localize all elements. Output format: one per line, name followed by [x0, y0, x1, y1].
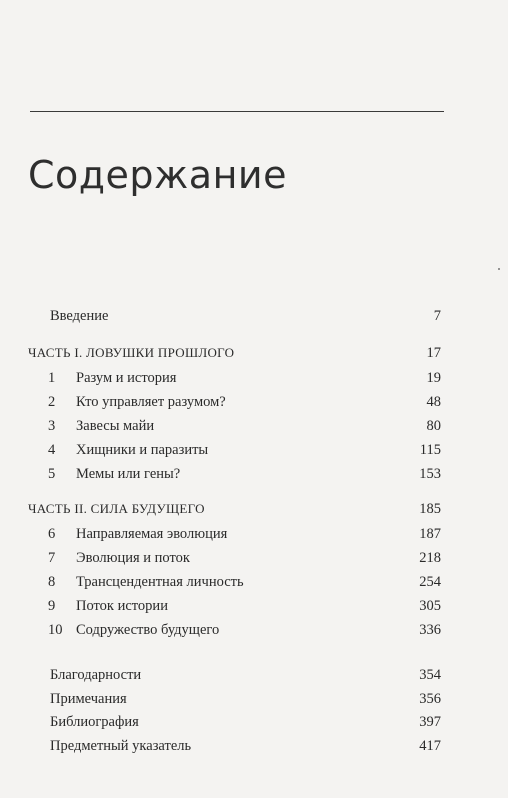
page-number: 187	[419, 526, 441, 542]
toc-entry-chapter	[0, 572, 508, 592]
page-number: 218	[419, 550, 441, 566]
entry-title: Эволюция и поток	[76, 550, 190, 566]
entry-title: Введение	[50, 308, 109, 324]
entry-title: Содружество будущего	[76, 622, 220, 638]
entry-title: Библиография	[50, 714, 139, 730]
toc-entry-chapter	[0, 464, 508, 484]
page-number: 17	[426, 345, 441, 361]
page-number: 185	[419, 501, 441, 517]
chapter-number: 7	[48, 550, 56, 566]
entry-title: ЧАСТЬ I. ЛОВУШКИ ПРОШЛОГО	[28, 345, 235, 360]
toc-entry-front	[0, 306, 508, 326]
top-rule	[30, 111, 444, 112]
toc-entry-part	[0, 499, 508, 519]
chapter-number: 9	[48, 598, 56, 614]
page-number: 7	[433, 308, 441, 324]
chapter-number: 8	[48, 574, 56, 590]
toc-entry-chapter	[0, 524, 508, 544]
entry-title: Примечания	[50, 691, 127, 707]
entry-title: ЧАСТЬ II. СИЛА БУДУЩЕГО	[28, 501, 205, 516]
toc-entry-chapter	[0, 596, 508, 616]
toc-entry-front	[0, 665, 508, 685]
page-number: 397	[419, 714, 441, 730]
chapter-number: 5	[48, 466, 56, 482]
toc-entry-chapter	[0, 368, 508, 388]
page-number: 356	[419, 691, 441, 707]
page-number: 336	[419, 622, 441, 638]
entry-title: Кто управляет разумом?	[76, 394, 226, 410]
entry-title: Предметный указатель	[50, 738, 192, 754]
page-number: 115	[419, 442, 441, 458]
toc-entry-front	[0, 736, 508, 756]
toc-entry-chapter	[0, 392, 508, 412]
page-number: 153	[419, 466, 441, 482]
toc-entry-part	[0, 343, 508, 363]
chapter-number: 2	[48, 394, 56, 410]
toc-entry-chapter	[0, 548, 508, 568]
chapter-number: 1	[48, 370, 56, 386]
speck-mark	[498, 268, 500, 270]
toc-entry-chapter	[0, 440, 508, 460]
entry-title: Благодарности	[50, 667, 142, 683]
page-title: Содержание	[28, 153, 287, 198]
chapter-number: 4	[48, 442, 56, 458]
entry-title: Завесы майи	[76, 418, 155, 434]
entry-title: Трансцендентная личность	[76, 574, 244, 590]
page-number: 354	[419, 667, 441, 683]
page-number: 48	[426, 394, 441, 410]
toc-entry-front	[0, 712, 508, 732]
page-number: 254	[419, 574, 441, 590]
toc-entry-chapter	[0, 416, 508, 436]
page-number: 305	[419, 598, 441, 614]
entry-title: Направляемая эволюция	[76, 526, 228, 542]
page-number: 417	[419, 738, 441, 754]
entry-title: Разум и история	[76, 370, 177, 386]
chapter-number: 6	[48, 526, 56, 542]
page-number: 80	[426, 418, 441, 434]
entry-title: Хищники и паразиты	[76, 442, 209, 458]
page-number: 19	[426, 370, 441, 386]
toc-entry-front	[0, 689, 508, 709]
chapter-number: 3	[48, 418, 56, 434]
chapter-number: 10	[48, 622, 63, 638]
entry-title: Поток истории	[76, 598, 168, 614]
entry-title: Мемы или гены?	[76, 466, 181, 482]
toc-entry-chapter	[0, 620, 508, 640]
